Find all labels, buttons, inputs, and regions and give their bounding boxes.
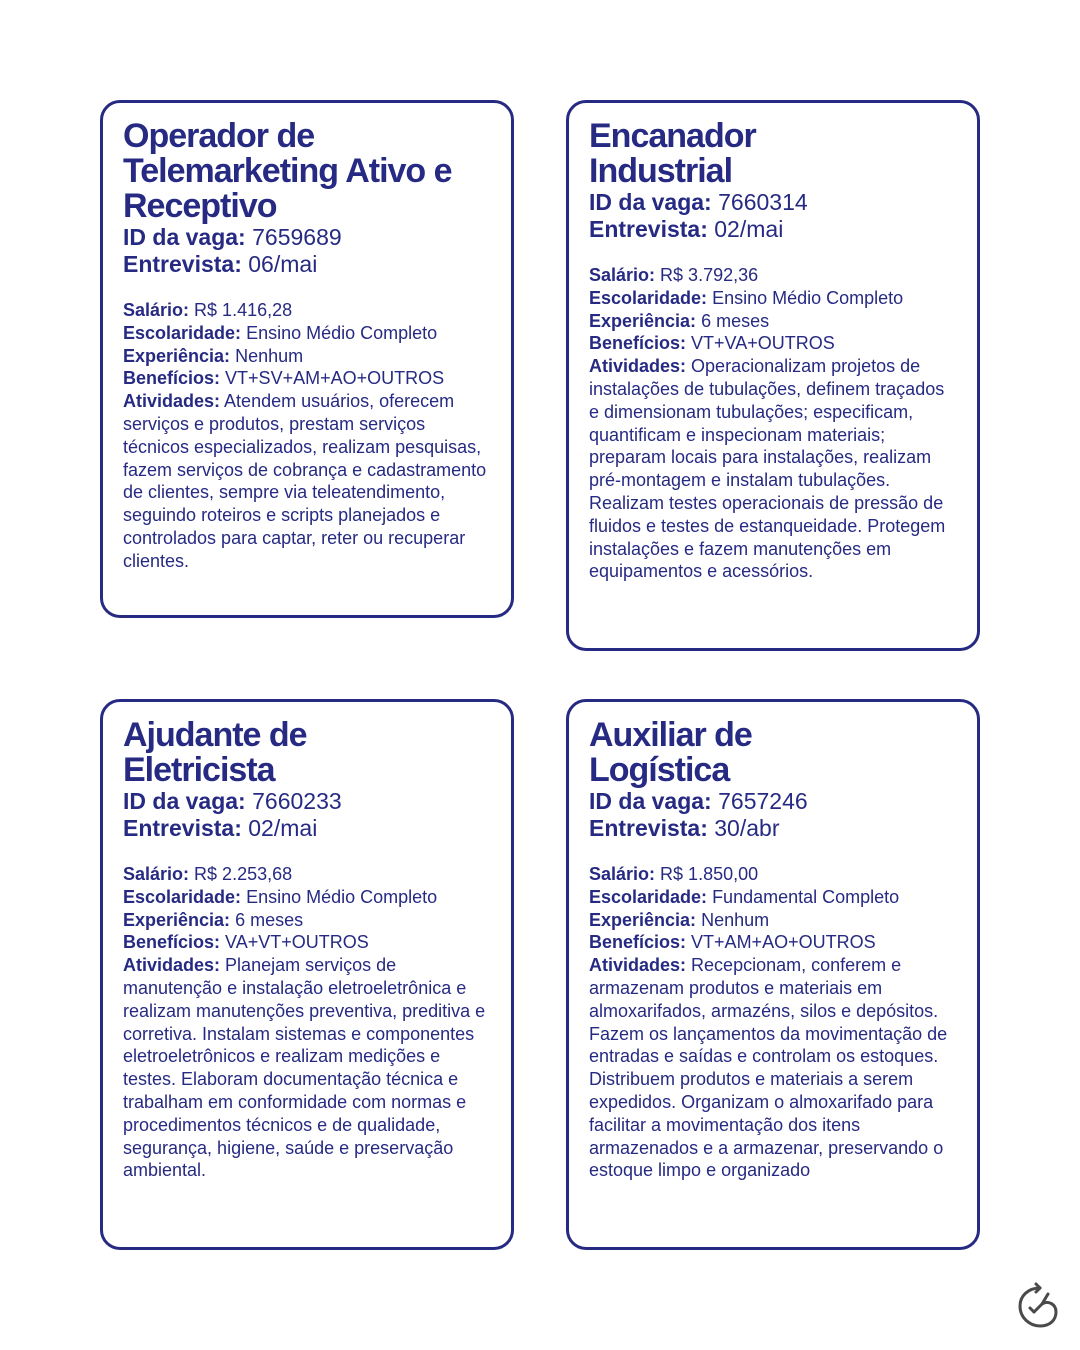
education-label: Escolaridade: [589,886,708,907]
experience-label: Experiência: [123,909,231,930]
education-value: Fundamental Completo [712,886,900,907]
benefits-line [123,367,491,390]
salary-value: R$ 3.792,36 [660,265,759,285]
salary-line [589,264,957,287]
interview-label: Entrevista: [589,216,708,242]
benefits-line [589,332,957,355]
interview-value: 30/abr [714,815,780,841]
education-line [589,886,957,909]
benefits-label: Benefícios: [589,932,687,953]
job-title: Encanador Industrial [589,117,756,190]
education-line [589,287,957,310]
experience-line [123,909,491,932]
activities-label: Atividades: [123,391,221,412]
activities-text: Operacionalizam projetos de instalações de tubulações, definem traçados e dimensionam tubulações; especificam, quantificam e inspecionam materiais; preparam locais para instalações, realizam pré-montagem e instalam tubulações. Realizam testes operacionais de pressão de fluidos e testes de estanqueidade. Protegem instalações e fazem manutenções em equipamentos e acessórios. [589,356,946,582]
job-id-value: 7660314 [718,189,808,215]
job-card [566,699,980,1250]
job-details [123,863,491,1182]
job-id-value: 7657246 [718,788,808,814]
salary-value: R$ 1.850,00 [660,864,759,884]
job-id-label: ID da vaga: [589,788,712,814]
interview-line [589,216,957,243]
job-id-line [123,788,491,815]
interview-line [123,251,491,278]
activities-block [123,954,491,1182]
education-value: Ensino Médio Completo [246,322,438,343]
job-card [100,100,514,618]
salary-value: R$ 1.416,28 [194,300,293,320]
salary-value: R$ 2.253,68 [194,864,293,884]
activities-label: Atividades: [589,356,687,377]
activities-label: Atividades: [589,955,687,976]
benefits-label: Benefícios: [123,368,221,389]
activities-block [123,390,491,572]
job-id-label: ID da vaga: [589,189,712,215]
education-line [123,886,491,909]
job-id-line [123,224,491,251]
salary-label: Salário: [123,864,190,884]
job-details [123,299,491,573]
experience-value: Nenhum [235,345,304,366]
activities-block [589,355,957,583]
job-title: Auxiliar de Logística [589,716,752,789]
experience-line [589,909,957,932]
education-value: Ensino Médio Completo [246,886,438,907]
benefits-label: Benefícios: [589,333,687,354]
experience-line [123,345,491,368]
experience-label: Experiência: [589,310,697,331]
job-details [589,264,957,583]
experience-value: 6 meses [235,909,304,930]
salary-line [123,863,491,886]
activities-block [589,954,957,1182]
interview-label: Entrevista: [123,251,242,277]
interview-line [123,815,491,842]
education-line [123,322,491,345]
job-id-label: ID da vaga: [123,224,246,250]
activities-text: Recepcionam, conferem e armazenam produtos e materiais em almoxarifados, armazéns, silos e depósitos. Fazem os lançamentos da movimentação de entradas e saídas e controlam os estoques. Distribuem produtos e materiais a serem expedidos. Organizam o almoxarifado para facilitar a movimentação dos itens armazenados e a armazenar, preservando o estoque limpo e organizado [589,955,948,1181]
experience-line [589,310,957,333]
education-label: Escolaridade: [123,322,242,343]
benefits-value: VT+AM+AO+OUTROS [691,932,876,953]
job-title: Operador de Telemarketing Ativo e Receptivo [123,117,452,225]
interview-label: Entrevista: [123,815,242,841]
job-id-value: 7660233 [252,788,342,814]
job-id-value: 7659689 [252,224,342,250]
job-card [566,100,980,651]
interview-label: Entrevista: [589,815,708,841]
salary-label: Salário: [589,864,656,884]
education-label: Escolaridade: [123,886,242,907]
salary-label: Salário: [589,265,656,285]
benefits-value: VT+VA+OUTROS [691,333,835,354]
experience-value: 6 meses [701,310,770,331]
job-details [589,863,957,1182]
salary-label: Salário: [123,300,190,320]
experience-value: Nenhum [701,909,770,930]
interview-line [589,815,957,842]
benefits-label: Benefícios: [123,932,221,953]
job-title: Ajudante de Eletricista [123,716,307,789]
experience-label: Experiência: [123,345,231,366]
job-id-line [589,189,957,216]
benefits-line [589,931,957,954]
job-id-label: ID da vaga: [123,788,246,814]
activities-label: Atividades: [123,955,221,976]
job-id-line [589,788,957,815]
education-value: Ensino Médio Completo [712,287,904,308]
brand-logo-icon [1014,1282,1060,1332]
salary-line [123,299,491,322]
salary-line [589,863,957,886]
activities-text: Atendem usuários, oferecem serviços e produtos, prestam serviços técnicos especializados, realizam pesquisas, fazem serviços de cobrança e cadastramento de clientes, sempre via teleatendimento, seguindo roteiros e scripts planejados e controlados para captar, reter ou recuperar clientes. [123,391,487,571]
education-label: Escolaridade: [589,287,708,308]
benefits-value: VA+VT+OUTROS [225,932,369,953]
activities-text: Planejam serviços de manutenção e instalação eletroeletrônica e realizam manutenções preventiva, preditiva e corretiva. Instalam sistemas e componentes eletroeletrônicos e realizam medições e testes. Elaboram documentação técnica e trabalham em conformidade com normas e procedimentos técnicos e de qualidade, segurança, higiene, saúde e preservação ambiental. [123,955,486,1181]
interview-value: 02/mai [248,815,318,841]
interview-value: 02/mai [714,216,784,242]
interview-value: 06/mai [248,251,318,277]
experience-label: Experiência: [589,909,697,930]
job-card [100,699,514,1250]
benefits-line [123,931,491,954]
benefits-value: VT+SV+AM+AO+OUTROS [225,368,445,389]
